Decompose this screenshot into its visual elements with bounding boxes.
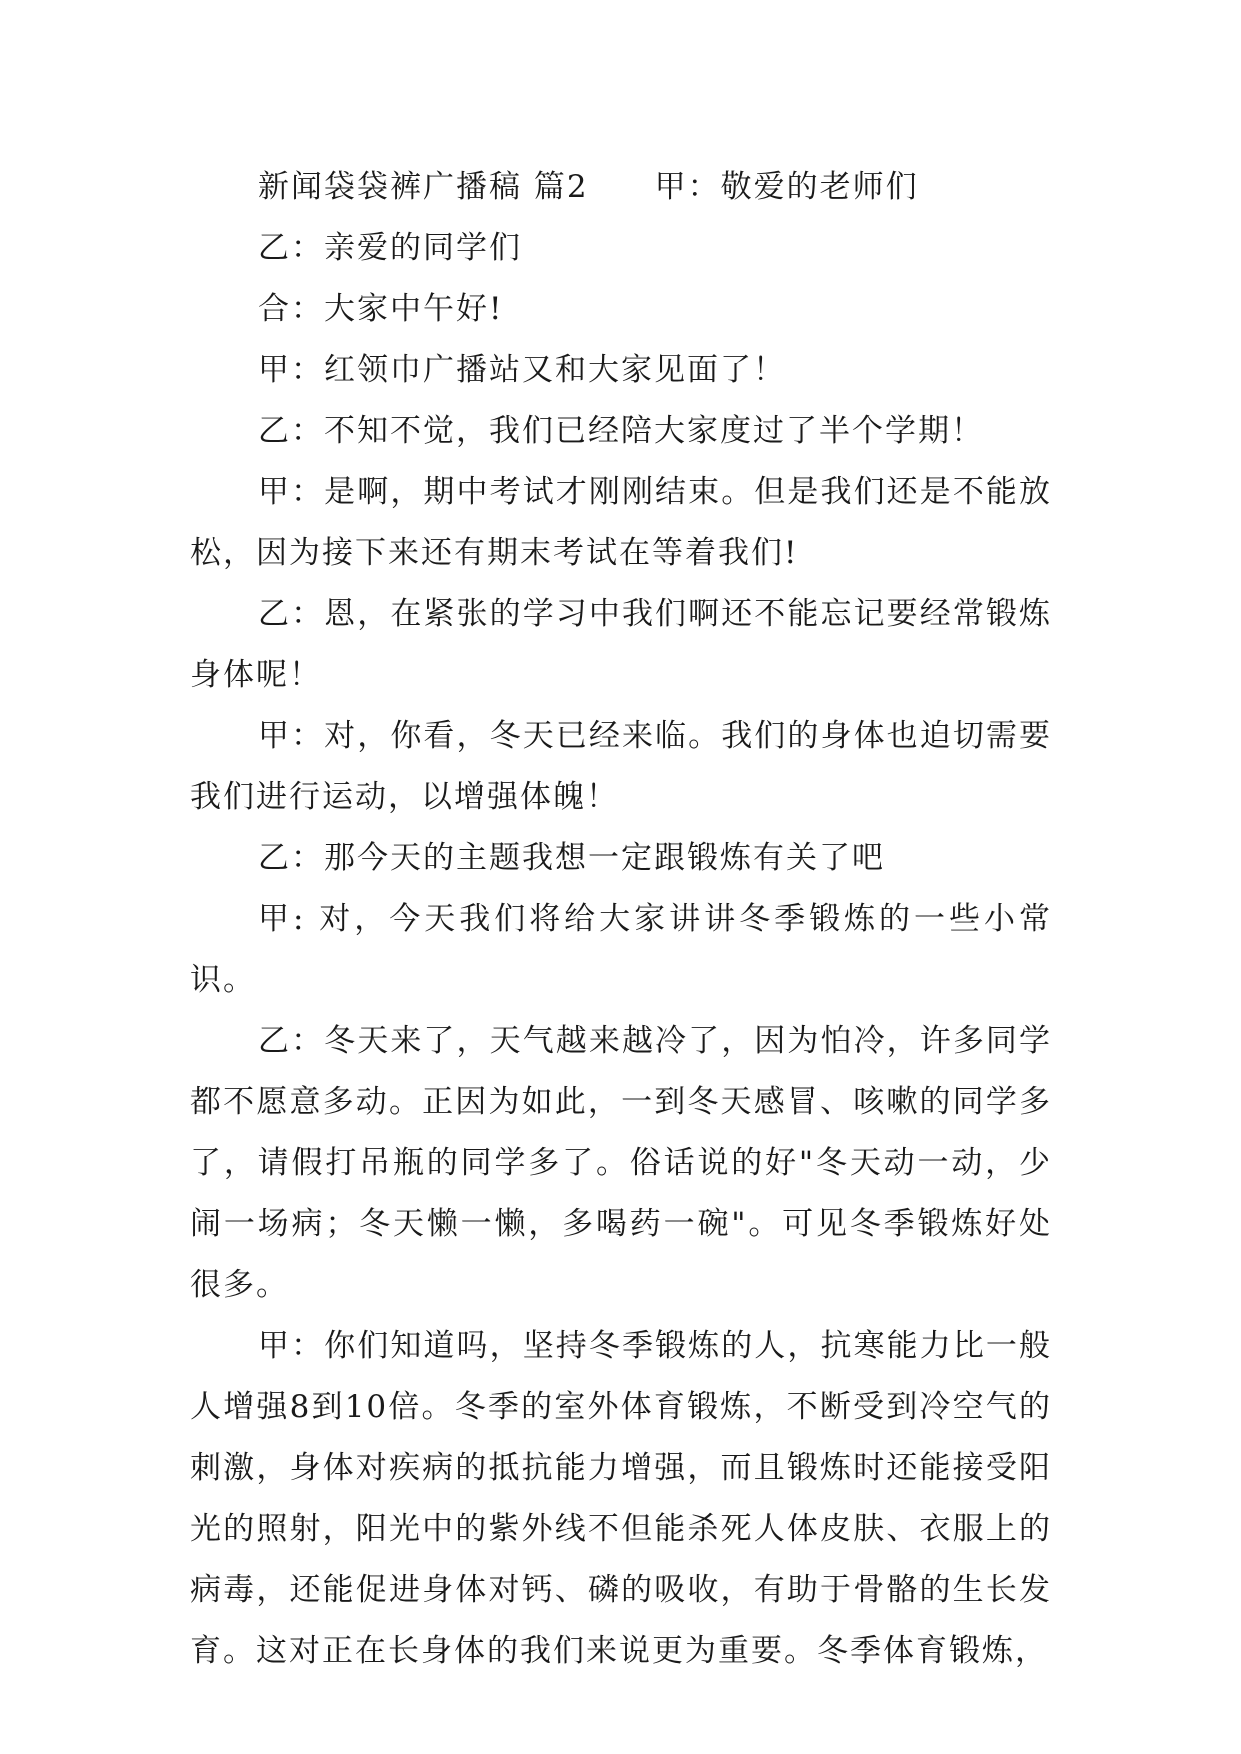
paragraph: 乙：亲爱的同学们 (258, 230, 522, 266)
paragraph: 乙：不知不觉，我们已经陪大家度过了半个学期！ (258, 413, 984, 449)
paragraph-title-line: 新闻袋袋裤广播稿 篇2 甲：敬爱的老师们 (258, 169, 919, 205)
paragraph: 乙：那今天的主题我想一定跟锻炼有关了吧 (258, 840, 885, 876)
paragraph: 乙：冬天来了，天气越来越冷了，因为怕冷，许多同学都不愿意多动。正因为如此，一到冬天感冒、咳嗽的同学多了，请假打吊瓶的同学多了。俗话说的好"冬天动一动，少闹一场病；冬天懒一懒，多喝药一碗"。可见冬季锻炼好处很多。 (190, 1023, 1052, 1303)
document-body (190, 157, 1052, 1682)
paragraph: 乙：恩，在紧张的学习中我们啊还不能忘记要经常锻炼身体呢！ (190, 596, 1052, 693)
paragraph: 甲: 对，今天我们将给大家讲讲冬季锻炼的一些小常识。 (190, 901, 1052, 998)
paragraph: 甲：红领巾广播站又和大家见面了！ (258, 352, 786, 388)
paragraph: 甲：是啊，期中考试才刚刚结束。但是我们还是不能放松，因为接下来还有期末考试在等着我们! (190, 474, 1052, 571)
paragraph: 甲：你们知道吗，坚持冬季锻炼的人，抗寒能力比一般人增强8到10倍。冬季的室外体育锻炼，不断受到冷空气的刺激，身体对疾病的抵抗能力增强，而且锻炼时还能接受阳光的照射，阳光中的紫外线不但能杀死人体皮肤、衣服上的病毒，还能促进身体对钙、磷的吸收，有助于骨骼的生长发育。这对正在长身体的我们来说更为重要。冬季体育锻炼， (190, 1328, 1052, 1669)
paragraph: 合：大家中午好! (258, 291, 504, 327)
paragraph: 甲：对，你看，冬天已经来临。我们的身体也迫切需要我们进行运动，以增强体魄！ (190, 718, 1052, 815)
